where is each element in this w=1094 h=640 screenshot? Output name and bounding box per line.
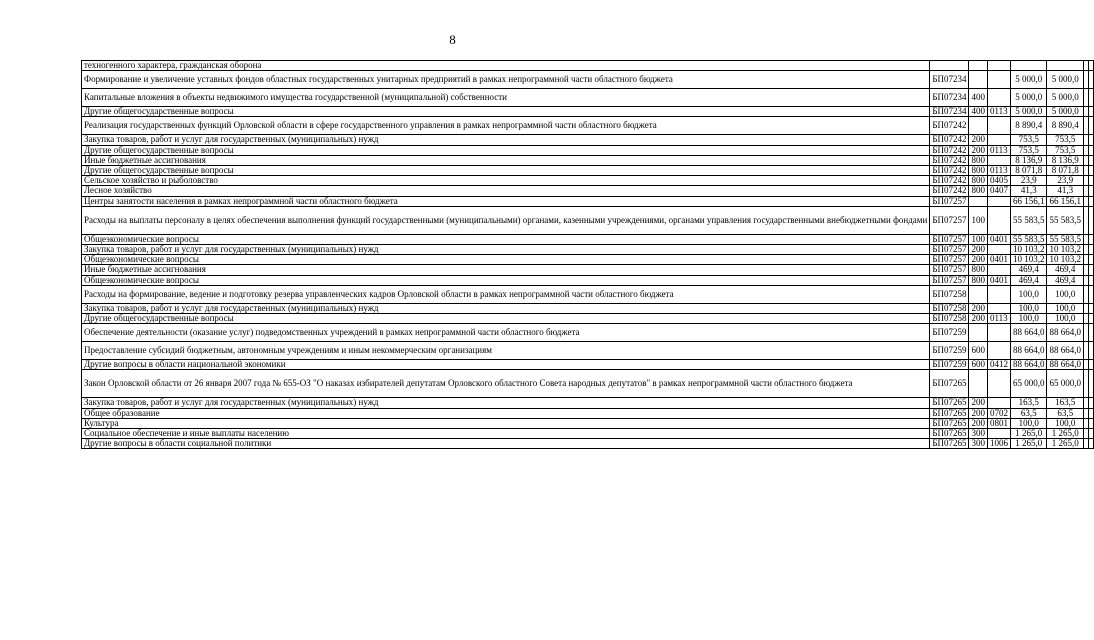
budget-table	[81, 60, 1094, 449]
row-sum-2-cell: 65 000,0	[1047, 370, 1084, 398]
row-code-cell: БП07265	[930, 370, 969, 398]
row-code-cell: БП07242	[930, 166, 969, 176]
row-sum-2-cell: 88 664,0	[1047, 342, 1084, 360]
row-empty-cell-2	[1088, 275, 1093, 285]
table-row	[82, 186, 1094, 196]
row-code-cell: БП07257	[930, 245, 969, 255]
row-code-cell: БП07265	[930, 418, 969, 428]
row-code-cell	[930, 61, 969, 71]
row-sum-2-cell: 66 156,1	[1047, 196, 1084, 206]
page-number: 8	[449, 32, 456, 47]
row-expense-type-cell: 200	[969, 145, 988, 155]
row-empty-cell-2	[1088, 303, 1093, 313]
row-code-cell: БП07234	[930, 107, 969, 117]
row-sum-2-cell	[1047, 61, 1084, 71]
row-empty-cell-2	[1088, 255, 1093, 265]
row-expense-type-cell	[969, 285, 988, 303]
row-sum-2-cell: 100,0	[1047, 285, 1084, 303]
row-sum-1-cell: 1 265,0	[1010, 429, 1047, 439]
table-row	[82, 314, 1094, 324]
row-section-cell: 0401	[987, 234, 1010, 244]
row-name-cell: Другие общегосударственные вопросы	[82, 145, 930, 155]
row-name-cell: Центры занятости населения в рамках непрограммной части областного бюджета	[82, 196, 930, 206]
row-code-cell: БП07242	[930, 135, 969, 145]
row-sum-1-cell: 753,5	[1010, 135, 1047, 145]
row-name-cell: Иные бюджетные ассигнования	[82, 155, 930, 165]
row-name-cell: Общеэкономические вопросы	[82, 234, 930, 244]
row-sum-1-cell: 100,0	[1010, 418, 1047, 428]
row-sum-1-cell: 163,5	[1010, 398, 1047, 408]
row-section-cell: 0702	[987, 408, 1010, 418]
row-expense-type-cell: 800	[969, 186, 988, 196]
row-expense-type-cell: 300	[969, 439, 988, 449]
row-code-cell: БП07234	[930, 71, 969, 89]
table-row	[82, 429, 1094, 439]
table-row	[82, 398, 1094, 408]
row-sum-1-cell: 469,4	[1010, 265, 1047, 275]
row-empty-cell-2	[1088, 265, 1093, 275]
row-expense-type-cell: 200	[969, 245, 988, 255]
row-sum-2-cell: 88 664,0	[1047, 360, 1084, 370]
row-sum-2-cell: 8 136,9	[1047, 155, 1084, 165]
row-empty-cell-2	[1088, 107, 1093, 117]
row-sum-2-cell: 55 583,5	[1047, 234, 1084, 244]
row-sum-1-cell: 100,0	[1010, 314, 1047, 324]
row-sum-1-cell: 65 000,0	[1010, 370, 1047, 398]
row-name-cell: Закон Орловской области от 26 января 2007 года № 655-ОЗ "О наказах избирателей депутатам Орловского областного Совета народных депутатов" в рамках непрограммной части областного бюджета	[82, 370, 930, 398]
row-sum-1-cell: 88 664,0	[1010, 360, 1047, 370]
row-sum-1-cell: 10 103,2	[1010, 245, 1047, 255]
row-empty-cell-2	[1088, 418, 1093, 428]
row-empty-cell-2	[1088, 234, 1093, 244]
row-section-cell	[987, 398, 1010, 408]
table-row	[82, 196, 1094, 206]
row-sum-2-cell: 55 583,5	[1047, 206, 1084, 234]
row-section-cell	[987, 342, 1010, 360]
row-expense-type-cell: 200	[969, 255, 988, 265]
row-expense-type-cell	[969, 61, 988, 71]
row-code-cell: БП07259	[930, 342, 969, 360]
row-empty-cell-2	[1088, 408, 1093, 418]
row-empty-cell-2	[1088, 206, 1093, 234]
row-code-cell: БП07258	[930, 314, 969, 324]
row-expense-type-cell: 300	[969, 429, 988, 439]
row-name-cell: Расходы на выплаты персоналу в целях обеспечения выполнения функций государственными (муниципальными) органами, казенными учреждениями, органами управления государственными внебюджетными фондами	[82, 206, 930, 234]
row-name-cell: Другие общегосударственные вопросы	[82, 107, 930, 117]
row-sum-1-cell: 8 890,4	[1010, 117, 1047, 135]
row-sum-2-cell: 23,9	[1047, 176, 1084, 186]
row-code-cell: БП07257	[930, 275, 969, 285]
table-row	[82, 303, 1094, 313]
row-sum-1-cell	[1010, 61, 1047, 71]
table-row	[82, 166, 1094, 176]
row-name-cell: Другие вопросы в области национальной экономики	[82, 360, 930, 370]
row-name-cell: Закупка товаров, работ и услуг для государственных (муниципальных) нужд	[82, 245, 930, 255]
row-section-cell	[987, 429, 1010, 439]
row-sum-1-cell: 469,4	[1010, 275, 1047, 285]
table-row	[82, 155, 1094, 165]
row-name-cell: Лесное хозяйство	[82, 186, 930, 196]
row-sum-1-cell: 8 071,8	[1010, 166, 1047, 176]
row-section-cell: 1006	[987, 439, 1010, 449]
row-section-cell: 0113	[987, 314, 1010, 324]
row-expense-type-cell	[969, 117, 988, 135]
row-name-cell: Закупка товаров, работ и услуг для государственных (муниципальных) нужд	[82, 398, 930, 408]
row-name-cell: Культура	[82, 418, 930, 428]
row-section-cell	[987, 117, 1010, 135]
row-name-cell: Формирование и увеличение уставных фондов областных государственных унитарных предприятий в рамках непрограммной части областного бюджета	[82, 71, 930, 89]
row-code-cell: БП07265	[930, 429, 969, 439]
row-sum-2-cell: 469,4	[1047, 265, 1084, 275]
row-section-cell	[987, 206, 1010, 234]
row-code-cell: БП07257	[930, 255, 969, 265]
row-expense-type-cell: 800	[969, 265, 988, 275]
row-code-cell: БП07257	[930, 265, 969, 275]
table-row	[82, 206, 1094, 234]
row-section-cell: 0405	[987, 176, 1010, 186]
row-expense-type-cell: 200	[969, 398, 988, 408]
row-section-cell	[987, 155, 1010, 165]
table-row	[82, 370, 1094, 398]
row-sum-1-cell: 100,0	[1010, 285, 1047, 303]
row-empty-cell-2	[1088, 117, 1093, 135]
row-name-cell: Общеэкономические вопросы	[82, 255, 930, 265]
row-code-cell: БП07242	[930, 155, 969, 165]
row-sum-1-cell: 55 583,5	[1010, 206, 1047, 234]
row-name-cell: техногенного характера, гражданская оборона	[82, 61, 930, 71]
row-name-cell: Закупка товаров, работ и услуг для государственных (муниципальных) нужд	[82, 135, 930, 145]
table-row	[82, 439, 1094, 449]
row-sum-2-cell: 5 000,0	[1047, 107, 1084, 117]
table-row	[82, 135, 1094, 145]
table-row	[82, 89, 1094, 107]
row-section-cell	[987, 245, 1010, 255]
row-code-cell: БП07234	[930, 89, 969, 107]
row-expense-type-cell: 600	[969, 360, 988, 370]
row-section-cell: 0801	[987, 418, 1010, 428]
row-code-cell: БП07257	[930, 206, 969, 234]
row-empty-cell-2	[1088, 342, 1093, 360]
row-expense-type-cell: 800	[969, 176, 988, 186]
row-sum-2-cell: 63,5	[1047, 408, 1084, 418]
row-code-cell: БП07258	[930, 303, 969, 313]
row-sum-2-cell: 753,5	[1047, 135, 1084, 145]
row-expense-type-cell: 200	[969, 418, 988, 428]
row-section-cell	[987, 135, 1010, 145]
row-code-cell: БП07265	[930, 398, 969, 408]
row-empty-cell-2	[1088, 314, 1093, 324]
row-section-cell	[987, 89, 1010, 107]
row-expense-type-cell: 400	[969, 107, 988, 117]
row-section-cell	[987, 303, 1010, 313]
row-section-cell: 0113	[987, 107, 1010, 117]
table-row	[82, 265, 1094, 275]
row-section-cell: 0113	[987, 166, 1010, 176]
table-row	[82, 275, 1094, 285]
row-sum-2-cell: 10 103,2	[1047, 255, 1084, 265]
row-code-cell: БП07242	[930, 186, 969, 196]
row-sum-2-cell: 8 890,4	[1047, 117, 1084, 135]
row-name-cell: Реализация государственных функций Орловской области в сфере государственного управления в рамках непрограммной части областного бюджета	[82, 117, 930, 135]
row-sum-1-cell: 100,0	[1010, 303, 1047, 313]
row-expense-type-cell	[969, 324, 988, 342]
row-name-cell: Обеспечение деятельности (оказание услуг) подведомственных учреждений в рамках непрограммной части областного бюджета	[82, 324, 930, 342]
row-sum-1-cell: 1 265,0	[1010, 439, 1047, 449]
row-expense-type-cell	[969, 71, 988, 89]
row-name-cell: Общее образование	[82, 408, 930, 418]
row-sum-1-cell: 41,3	[1010, 186, 1047, 196]
row-code-cell: БП07265	[930, 439, 969, 449]
row-name-cell: Закупка товаров, работ и услуг для государственных (муниципальных) нужд	[82, 303, 930, 313]
row-sum-2-cell: 100,0	[1047, 303, 1084, 313]
row-empty-cell-2	[1088, 61, 1093, 71]
budget-table-body	[82, 61, 1094, 449]
row-name-cell: Общеэкономические вопросы	[82, 275, 930, 285]
row-expense-type-cell	[969, 196, 988, 206]
row-expense-type-cell	[969, 370, 988, 398]
row-code-cell: БП07242	[930, 117, 969, 135]
row-name-cell: Другие общегосударственные вопросы	[82, 314, 930, 324]
row-code-cell: БП07257	[930, 234, 969, 244]
row-sum-2-cell: 100,0	[1047, 314, 1084, 324]
row-empty-cell-2	[1088, 166, 1093, 176]
table-row	[82, 107, 1094, 117]
row-empty-cell-2	[1088, 135, 1093, 145]
row-sum-2-cell: 1 265,0	[1047, 439, 1084, 449]
table-row	[82, 418, 1094, 428]
row-section-cell: 0401	[987, 255, 1010, 265]
row-sum-2-cell: 88 664,0	[1047, 324, 1084, 342]
row-sum-2-cell: 5 000,0	[1047, 89, 1084, 107]
row-sum-2-cell: 100,0	[1047, 418, 1084, 428]
row-expense-type-cell: 200	[969, 314, 988, 324]
row-section-cell	[987, 370, 1010, 398]
row-empty-cell-2	[1088, 89, 1093, 107]
table-row	[82, 360, 1094, 370]
row-expense-type-cell: 600	[969, 342, 988, 360]
row-expense-type-cell: 800	[969, 166, 988, 176]
row-section-cell	[987, 61, 1010, 71]
row-empty-cell-2	[1088, 398, 1093, 408]
row-expense-type-cell: 800	[969, 275, 988, 285]
row-sum-2-cell: 1 265,0	[1047, 429, 1084, 439]
row-name-cell: Предоставление субсидий бюджетным, автономным учреждениям и иным некоммерческим организациям	[82, 342, 930, 360]
row-sum-2-cell: 41,3	[1047, 186, 1084, 196]
row-code-cell: БП07242	[930, 145, 969, 155]
row-empty-cell-2	[1088, 439, 1093, 449]
table-row	[82, 61, 1094, 71]
row-sum-2-cell: 753,5	[1047, 145, 1084, 155]
row-sum-2-cell: 163,5	[1047, 398, 1084, 408]
table-row	[82, 145, 1094, 155]
row-sum-2-cell: 10 103,2	[1047, 245, 1084, 255]
row-name-cell: Другие вопросы в области социальной политики	[82, 439, 930, 449]
row-name-cell: Сельское хозяйство и рыболовство	[82, 176, 930, 186]
table-row	[82, 342, 1094, 360]
row-sum-1-cell: 5 000,0	[1010, 71, 1047, 89]
row-section-cell	[987, 71, 1010, 89]
row-code-cell: БП07265	[930, 408, 969, 418]
row-sum-2-cell: 469,4	[1047, 275, 1084, 285]
row-section-cell: 0412	[987, 360, 1010, 370]
table-row	[82, 71, 1094, 89]
table-row	[82, 255, 1094, 265]
row-section-cell	[987, 285, 1010, 303]
table-row	[82, 245, 1094, 255]
row-empty-cell-2	[1088, 245, 1093, 255]
row-section-cell	[987, 265, 1010, 275]
row-empty-cell-2	[1088, 186, 1093, 196]
row-expense-type-cell: 200	[969, 408, 988, 418]
row-sum-1-cell: 5 000,0	[1010, 89, 1047, 107]
row-sum-1-cell: 63,5	[1010, 408, 1047, 418]
row-empty-cell-2	[1088, 370, 1093, 398]
row-sum-1-cell: 88 664,0	[1010, 342, 1047, 360]
row-empty-cell-2	[1088, 155, 1093, 165]
row-code-cell: БП07242	[930, 176, 969, 186]
row-empty-cell-2	[1088, 196, 1093, 206]
row-empty-cell-2	[1088, 71, 1093, 89]
row-name-cell: Расходы на формирование, ведение и подготовку резерва управленческих кадров Орловской области в рамках непрограммной части областного бюджета	[82, 285, 930, 303]
row-expense-type-cell: 100	[969, 234, 988, 244]
row-empty-cell-2	[1088, 324, 1093, 342]
row-name-cell: Другие общегосударственные вопросы	[82, 166, 930, 176]
table-row	[82, 324, 1094, 342]
row-empty-cell-2	[1088, 145, 1093, 155]
row-empty-cell-2	[1088, 360, 1093, 370]
row-sum-1-cell: 5 000,0	[1010, 107, 1047, 117]
row-sum-1-cell: 66 156,1	[1010, 196, 1047, 206]
table-row	[82, 408, 1094, 418]
row-empty-cell-2	[1088, 176, 1093, 186]
row-name-cell: Капитальные вложения в объекты недвижимого имущества государственной (муниципальной) собственности	[82, 89, 930, 107]
row-code-cell: БП07258	[930, 285, 969, 303]
row-code-cell: БП07257	[930, 196, 969, 206]
row-sum-1-cell: 10 103,2	[1010, 255, 1047, 265]
row-expense-type-cell: 100	[969, 206, 988, 234]
row-section-cell: 0401	[987, 275, 1010, 285]
row-sum-2-cell: 8 071,8	[1047, 166, 1084, 176]
row-sum-2-cell: 5 000,0	[1047, 71, 1084, 89]
table-row	[82, 176, 1094, 186]
table-row	[82, 117, 1094, 135]
row-expense-type-cell: 200	[969, 303, 988, 313]
row-name-cell: Социальное обеспечение и иные выплаты населению	[82, 429, 930, 439]
row-sum-1-cell: 23,9	[1010, 176, 1047, 186]
row-empty-cell-2	[1088, 285, 1093, 303]
table-row	[82, 285, 1094, 303]
row-empty-cell-2	[1088, 429, 1093, 439]
row-expense-type-cell: 400	[969, 89, 988, 107]
row-section-cell: 0113	[987, 145, 1010, 155]
row-sum-1-cell: 8 136,9	[1010, 155, 1047, 165]
row-sum-1-cell: 753,5	[1010, 145, 1047, 155]
row-sum-1-cell: 55 583,5	[1010, 234, 1047, 244]
row-expense-type-cell: 800	[969, 155, 988, 165]
table-row	[82, 234, 1094, 244]
row-section-cell: 0407	[987, 186, 1010, 196]
row-code-cell: БП07259	[930, 360, 969, 370]
row-code-cell: БП07259	[930, 324, 969, 342]
row-section-cell	[987, 196, 1010, 206]
row-expense-type-cell: 200	[969, 135, 988, 145]
row-sum-1-cell: 88 664,0	[1010, 324, 1047, 342]
row-name-cell: Иные бюджетные ассигнования	[82, 265, 930, 275]
row-section-cell	[987, 324, 1010, 342]
